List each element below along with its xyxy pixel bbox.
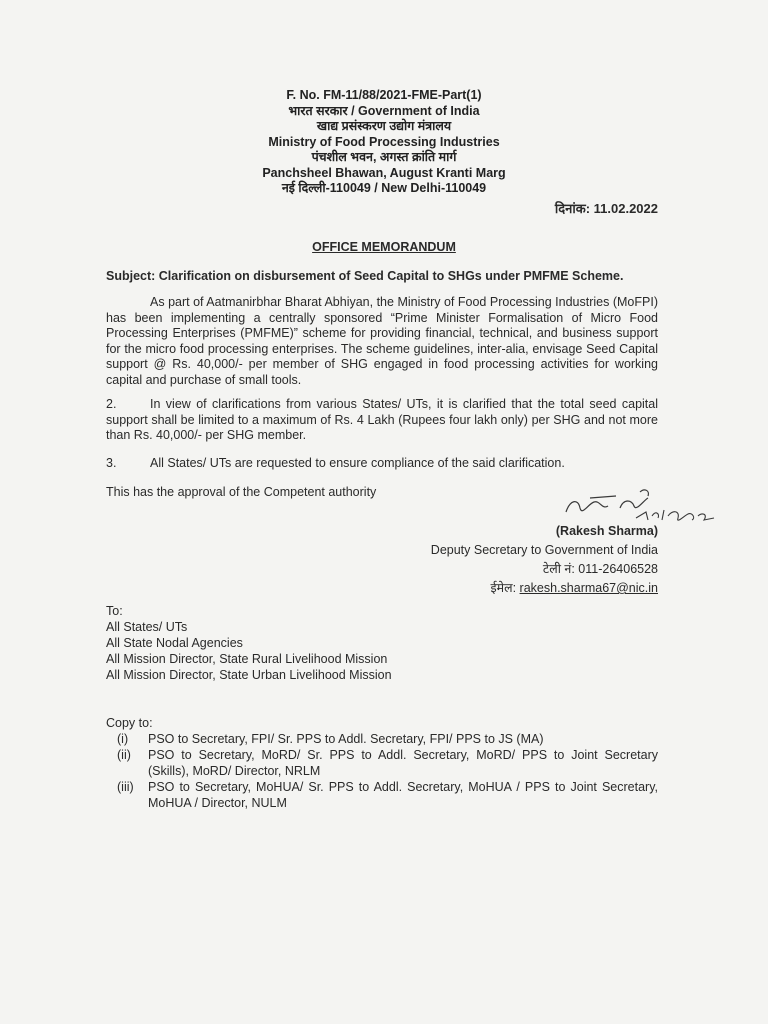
memo-subject: Subject: Clarification on disbursement of Seed Capital to SHGs under PMFME Scheme. <box>106 269 624 283</box>
paragraph-1-text: As part of Aatmanirbhar Bharat Abhiyan, the Ministry of Food Processing Industries (MoFPI) has been implementing a centrally sponsored “Prime Minister Formalisation of Micro Food Processing Enterprises (PMFME)” scheme for providing financial, technical, and business support for the micro food processing enterprises. The scheme guidelines, inter-alia, envisage Seed Capital support @ Rs. 40,000/- per member of SHG engaged in food processing activities for working capital and purchase of small tools. <box>106 295 658 387</box>
copy-to-item-number: (i) <box>117 732 129 746</box>
paragraph-2-text: In view of clarifications from various States/ UTs, it is clarified that the total seed capital support shall be limited to a maximum of Rs. 4 Lakh (Rupees four lakh only) per SHG and not more than Rs. 40,000/- per SHG member. <box>106 397 658 443</box>
ministry-hindi: खाद्य प्रसंस्करण उद्योग मंत्रालय <box>316 119 452 133</box>
copy-to-item <box>106 747 658 779</box>
copy-to-item <box>106 731 658 747</box>
government-line: भारत सरकार / Government of India <box>288 103 480 118</box>
email-label: ईमेल: <box>490 581 520 595</box>
to-heading: To: <box>106 604 123 618</box>
signatory-name: (Rakesh Sharma) <box>555 524 658 538</box>
memo-title: OFFICE MEMORANDUM <box>312 240 456 254</box>
signatory-phone: टेली नं: 011-26406528 <box>542 562 658 576</box>
copy-to-item-number: (iii) <box>117 780 134 794</box>
memo-date: दिनांक: 11.02.2022 <box>554 201 658 216</box>
copy-to-item-text: PSO to Secretary, MoRD/ Sr. PPS to Addl. Secretary, MoRD/ PPS to Joint Secretary (Skills), MoRD/ Director, NRLM <box>148 748 658 778</box>
paragraph-3-number: 3. <box>106 456 117 470</box>
paragraph-3-text: All States/ UTs are requested to ensure compliance of the said clarification. <box>150 456 565 470</box>
address-english: Panchsheel Bhawan, August Kranti Marg <box>262 165 506 180</box>
file-number: F. No. FM-11/88/2021-FME-Part(1) <box>286 88 482 102</box>
letterhead <box>0 88 768 197</box>
copy-to-item-number: (ii) <box>117 748 131 762</box>
recipient-item: All Mission Director, State Rural Livelihood Mission <box>106 652 388 666</box>
signatory-designation: Deputy Secretary to Government of India <box>430 543 658 557</box>
copy-to-block <box>106 715 658 811</box>
paragraph-2-number: 2. <box>106 397 117 411</box>
copy-to-item <box>106 779 658 811</box>
paragraph-3 <box>106 456 658 472</box>
signatory-email-link[interactable]: rakesh.sharma67@nic.in <box>519 581 658 595</box>
copy-to-item-text: PSO to Secretary, FPI/ Sr. PPS to Addl. Secretary, FPI/ PPS to JS (MA) <box>148 732 544 746</box>
copy-to-heading: Copy to: <box>106 716 153 730</box>
signature-block <box>431 522 658 598</box>
recipient-item: All Mission Director, State Urban Livelihood Mission <box>106 668 392 682</box>
recipient-item: All State Nodal Agencies <box>106 636 243 650</box>
address-hindi: पंचशील भवन, अगस्त क्रांति मार्ग <box>311 150 457 164</box>
signatory-email-line <box>431 579 658 598</box>
paragraph-2 <box>106 397 658 444</box>
paragraph-1 <box>106 295 658 389</box>
city-line: नई दिल्ली-110049 / New Delhi-110049 <box>281 181 487 195</box>
recipients-block <box>106 603 392 683</box>
recipient-item: All States/ UTs <box>106 620 188 634</box>
approval-line: This has the approval of the Competent authority <box>106 485 377 499</box>
copy-to-item-text: PSO to Secretary, MoHUA/ Sr. PPS to Addl. Secretary, MoHUA / PPS to Joint Secretary, MoHUA / Director, NULM <box>148 780 658 810</box>
ministry-english: Ministry of Food Processing Industries <box>268 134 500 149</box>
